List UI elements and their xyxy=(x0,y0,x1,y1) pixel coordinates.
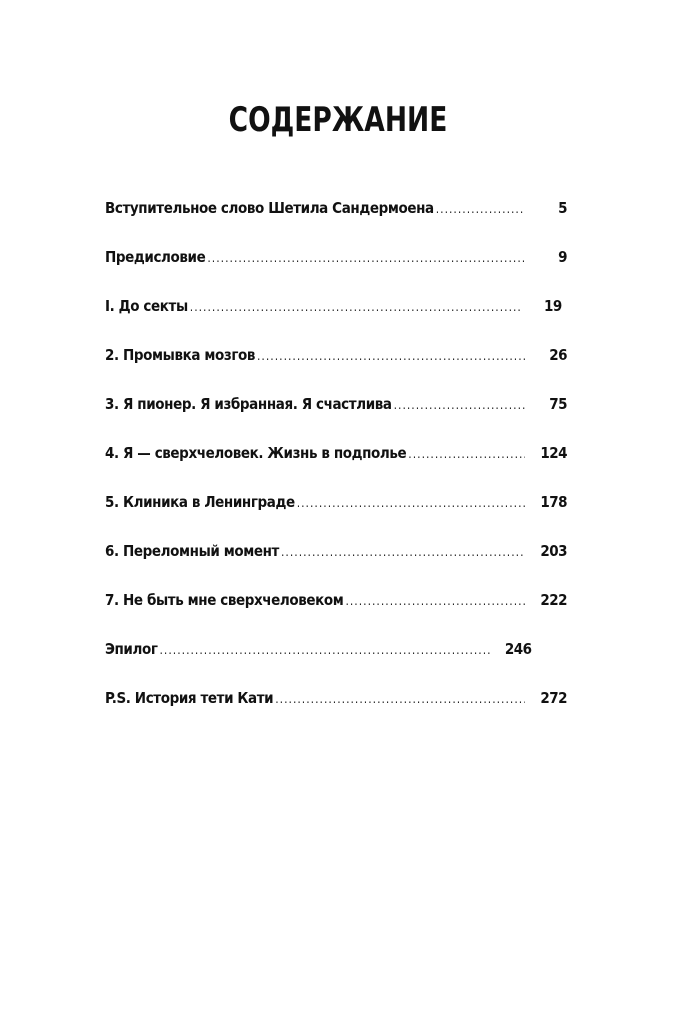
toc-entry-page: 75 xyxy=(549,395,567,413)
toc-entry-page: 124 xyxy=(540,444,567,462)
toc-entry-page: 19 xyxy=(543,297,562,315)
toc-entry-page: 26 xyxy=(549,346,567,364)
toc-entry xyxy=(105,537,567,586)
toc-entry-page: 178 xyxy=(540,493,567,511)
toc-entry xyxy=(105,292,567,341)
dot-leader xyxy=(160,640,490,660)
toc-entry-title: 5. Клиника в Ленинграде xyxy=(105,493,295,511)
dot-leader xyxy=(207,248,525,268)
toc-entry xyxy=(105,439,567,488)
toc-entry xyxy=(105,684,567,733)
toc-entry-title: 4. Я — сверхчеловек. Жизнь в подполье xyxy=(105,444,407,462)
page-title: СОДЕРЖАНИЕ xyxy=(228,100,448,140)
dot-leader xyxy=(190,297,520,317)
toc-entry xyxy=(105,390,567,439)
toc-entry-page: 5 xyxy=(558,199,567,217)
dot-leader xyxy=(394,395,525,415)
toc-entry xyxy=(105,243,567,292)
dot-leader xyxy=(345,591,525,611)
toc-entry-page: 222 xyxy=(540,591,567,609)
toc-entry-page: 246 xyxy=(504,640,532,658)
toc-entry-title: 6. Переломный момент xyxy=(105,542,279,560)
toc-entry-title: 7. Не быть мне сверхчеловеком xyxy=(105,591,344,609)
table-of-contents xyxy=(105,194,567,733)
dot-leader xyxy=(275,689,525,709)
toc-entry-page: 9 xyxy=(558,248,567,266)
toc-entry-title: Эпилог xyxy=(105,640,158,658)
toc-entry-title: 2. Промывка мозгов xyxy=(105,346,255,364)
toc-entry xyxy=(105,586,567,635)
toc-entry-page: 203 xyxy=(540,542,567,560)
toc-entry-page: 272 xyxy=(540,689,567,707)
dot-leader xyxy=(408,444,525,464)
toc-entry-title: Вступительное слово Шетила Сандермоена xyxy=(105,199,434,217)
dot-leader xyxy=(281,542,525,562)
toc-entry-title: P.S. История тети Кати xyxy=(105,689,274,707)
toc-entry xyxy=(105,341,567,390)
toc-entry-title: 3. Я пионер. Я избранная. Я счастлива xyxy=(105,395,392,413)
dot-leader xyxy=(436,199,525,219)
toc-entry xyxy=(105,488,567,537)
toc-entry xyxy=(105,194,567,243)
dot-leader xyxy=(257,346,525,366)
toc-entry-title: I. До секты xyxy=(105,297,188,315)
toc-entry xyxy=(105,635,567,684)
toc-entry-title: Предисловие xyxy=(105,248,206,266)
dot-leader xyxy=(297,493,525,513)
